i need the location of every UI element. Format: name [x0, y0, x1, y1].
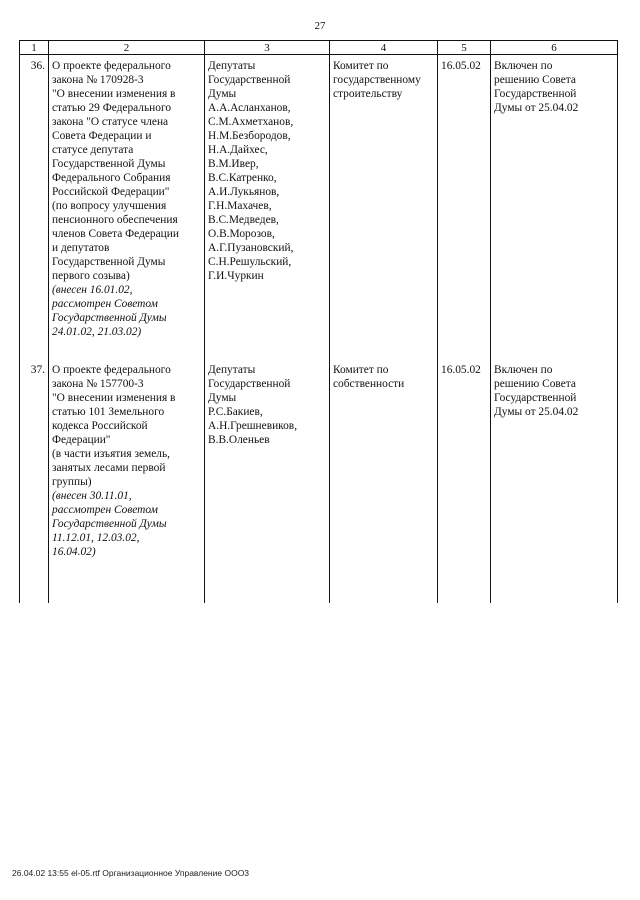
column-number: 2: [49, 41, 205, 55]
author-line: А.И.Лукьянов,: [208, 186, 280, 198]
bill-authors: [205, 359, 330, 603]
column-number: 3: [205, 41, 330, 55]
page-number: 27: [314, 20, 326, 32]
bill-description: [49, 55, 205, 360]
committee-line: Комитет по: [333, 60, 389, 72]
table-row: [20, 359, 618, 603]
bill-line: (по вопросу улучшения: [52, 200, 167, 212]
column-number: 6: [491, 41, 618, 55]
author-line: С.Н.Решульский,: [208, 256, 292, 268]
committee: [330, 359, 438, 603]
note-line: Думы от 25.04.02: [494, 406, 579, 418]
bill-line: Государственной Думы: [52, 158, 166, 170]
bill-line: (в части изъятия земель,: [52, 448, 171, 460]
bill-line: членов Совета Федерации: [52, 228, 179, 240]
note: [491, 359, 618, 603]
note-line: Государственной: [494, 392, 577, 404]
author-line: Г.И.Чуркин: [208, 270, 264, 282]
bill-line: закона "О статусе члена: [52, 116, 169, 128]
bill-status-line: 11.12.01, 12.03.02,: [52, 532, 140, 544]
column-number: 5: [438, 41, 491, 55]
committee-line: строительству: [333, 88, 403, 100]
author-line: Депутаты: [208, 364, 256, 376]
bill-line: первого созыва): [52, 270, 130, 282]
author-line: С.М.Ахметханов,: [208, 116, 294, 128]
table-row: [20, 55, 618, 360]
author-line: Государственной: [208, 74, 291, 86]
author-line: В.С.Медведев,: [208, 214, 279, 226]
author-line: А.А.Асланханов,: [208, 102, 291, 114]
bill-status-line: (внесен 16.01.02,: [52, 284, 133, 296]
bill-line: статью 101 Земельного: [52, 406, 165, 418]
bills-table: [19, 40, 618, 603]
committee-line: собственности: [333, 378, 405, 390]
bill-line: занятых лесами первой: [52, 462, 166, 474]
bill-line: Федерального Собрания: [52, 172, 171, 184]
author-line: О.В.Морозов,: [208, 228, 275, 240]
author-line: Думы: [208, 88, 237, 100]
committee: [330, 55, 438, 360]
bill-status-line: рассмотрен Советом: [52, 504, 158, 516]
note-line: Включен по: [494, 364, 553, 376]
committee-line: государственному: [333, 74, 421, 86]
bill-status-line: Государственной Думы: [52, 518, 167, 530]
row-number: 37.: [20, 359, 49, 603]
bill-line: группы): [52, 476, 92, 488]
column-number-header: [20, 41, 618, 55]
bill-status-line: (внесен 30.11.01,: [52, 490, 132, 502]
bill-line: Российской Федерации": [52, 186, 170, 198]
bill-line: пенсионного обеспечения: [52, 214, 178, 226]
column-number: 1: [20, 41, 49, 55]
author-line: Н.А.Дайхес,: [208, 144, 268, 156]
bill-line: закона № 157700-3: [52, 378, 144, 390]
bill-line: кодекса Российской: [52, 420, 148, 432]
author-line: А.Г.Пузановский,: [208, 242, 294, 254]
note: [491, 55, 618, 360]
author-line: В.М.Ивер,: [208, 158, 259, 170]
author-line: Г.Н.Махачев,: [208, 200, 272, 212]
author-line: В.С.Катренко,: [208, 172, 277, 184]
author-line: Думы: [208, 392, 237, 404]
bill-status-line: 16.04.02): [52, 546, 96, 558]
note-line: Государственной: [494, 88, 577, 100]
bill-status-line: Государственной Думы: [52, 312, 167, 324]
bill-line: Федерации": [52, 434, 111, 446]
note-line: Думы от 25.04.02: [494, 102, 579, 114]
bill-status-line: 24.01.02, 21.03.02): [52, 326, 142, 338]
author-line: Депутаты: [208, 60, 256, 72]
review-date: 16.05.02: [438, 359, 491, 603]
bill-line: "О внесении изменения в: [52, 392, 176, 404]
bill-line: закона № 170928-3: [52, 74, 144, 86]
author-line: А.Н.Грешневиков,: [208, 420, 298, 432]
column-number: 4: [330, 41, 438, 55]
bill-line: статусе депутата: [52, 144, 134, 156]
author-line: Н.М.Безбородов,: [208, 130, 291, 142]
bill-line: О проекте федерального: [52, 364, 171, 376]
bill-status-line: рассмотрен Советом: [52, 298, 158, 310]
bill-line: Совета Федерации и: [52, 130, 152, 142]
committee-line: Комитет по: [333, 364, 389, 376]
bill-description: [49, 359, 205, 603]
author-line: В.В.Оленьев: [208, 434, 270, 446]
note-line: решению Совета: [494, 74, 576, 86]
note-line: решению Совета: [494, 378, 576, 390]
bill-line: "О внесении изменения в: [52, 88, 176, 100]
bill-line: Государственной Думы: [52, 256, 166, 268]
note-line: Включен по: [494, 60, 553, 72]
document-footer: 26.04.02 13:55 el-05.rtf Организационное Управление ООО3: [12, 868, 250, 878]
author-line: Государственной: [208, 378, 291, 390]
author-line: Р.С.Бакиев,: [208, 406, 263, 418]
row-number: 36.: [20, 55, 49, 360]
review-date: 16.05.02: [438, 55, 491, 360]
bill-line: О проекте федерального: [52, 60, 171, 72]
bill-authors: [205, 55, 330, 360]
bill-line: статью 29 Федерального: [52, 102, 172, 114]
bill-line: и депутатов: [52, 242, 110, 254]
